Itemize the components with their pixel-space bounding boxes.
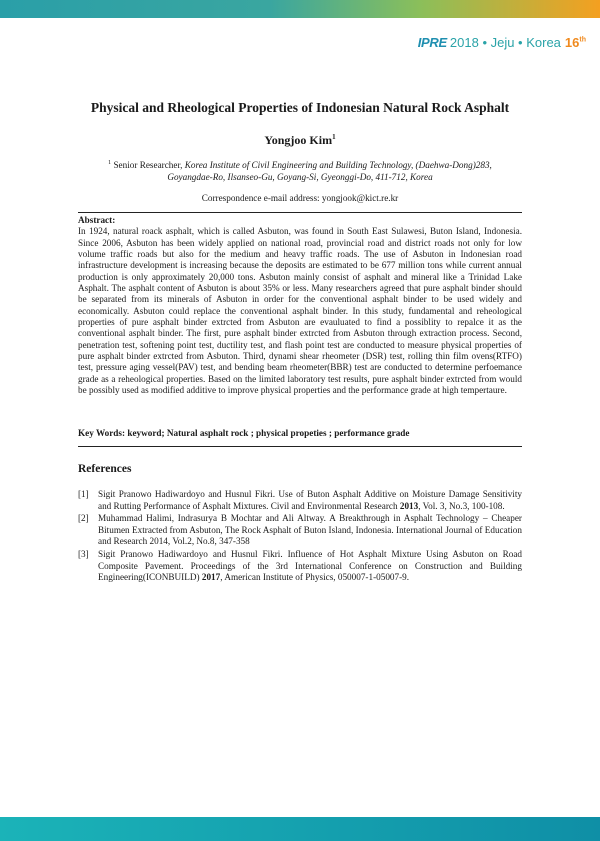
reference-text-a: Muhammad Halimi, Indrasurya B Mochtar and Ali Altway. A Breakthrough in Asphalt Technology – Cheaper Bitumen Extracted from Asbuton, The Rock Asphalt of Buton Island, Indonesia. International Journal of Education and Research 2014, Vol.2, No.8, 347-358 (98, 513, 522, 547)
keywords: Key Words: keyword; Natural asphalt rock ; physical propeties ; performance grade (78, 428, 410, 438)
abstract-heading: Abstract: (78, 215, 116, 225)
correspondence-email: Correspondence e-mail address: yongjook@kict.re.kr (201, 193, 399, 203)
conference-edition-number: 16 (564, 34, 580, 50)
reference-year: 2013 (399, 500, 419, 511)
affiliation-mark: 1 (108, 160, 112, 166)
author-name: Yongjoo Kim (264, 133, 333, 147)
abstract-top-rule (78, 212, 522, 213)
author-mark: 1 (332, 133, 336, 141)
top-color-band (0, 0, 600, 18)
abstract-section (78, 215, 522, 397)
conference-logo (418, 33, 586, 51)
reference-item (78, 549, 522, 584)
reference-item (78, 513, 522, 548)
conference-event: 2018 • Jeju • Korea (449, 34, 561, 50)
paper-title: Physical and Rheological Properties of Indonesian Natural Rock Asphalt (90, 100, 510, 115)
conference-brand: IPRE (417, 34, 447, 50)
bottom-color-band (0, 817, 600, 841)
affiliation-prefix: Senior Researcher, (111, 160, 185, 171)
author-line (40, 133, 560, 148)
affiliation-line1: Korea Institute of Civil Engineering and Building Technology, (Daehwa-Dong)283, (184, 160, 492, 171)
reference-index: [3] (78, 548, 89, 559)
references-list (78, 489, 522, 585)
conference-edition (565, 35, 586, 50)
reference-item (78, 489, 522, 512)
abstract-text: In 1924, natural roack asphalt, which is called Asbuton, was found in South East Sulawesi, Buton Island, Indonesia. Since 2006, Asbuton has been widely applied on national road, provincial road and district roads not only for low volume traffic roads but also for the medium and heavy traffic roads. The use of Asbuton in Indonesian road infrastructure development is increasing because the deposits are estimated to be 677 million tons while current annual production is only approximately 20,000 tons. Asbuton mainly consist of asphalt and mineral like a Trinidad Lake Asphalt. The asphalt content of Asbuton is about 35% or less. Many researchers agreed that pure asphalt binder should be separated from its minerals of Asbuton in order for the conventional asphalt binder to be used widely and economically. Asbuton could replace the conventional asphalt binder. In this study, fundamental and reheological properties of pure asphalt binder extrcted from Asbuton are evauluated to find a possiblity to repalce it as the conventional asphalt binder. The first, pure asphalt binder extrcted from Asbuton through extraction process. Second, penetration test, softening point test, ductility test, and flash point test are conducted to measure physical properties of pure asphalt binder extrcted from Asbuton. Third, dynami shear rheometer (DSR) test, rolling thin film ovens(RTFO) test, pressure aging vessel(PAV) test, and bending beam rheometer(BBR) test are conducted to determine perfoemance grade as a reheological properties. Based on the limited laboratory test results, pure asphalt binder extrcted from would be possibly used as modified additive to improve physical properties and the performance grade at high tempertaure. (78, 226, 522, 396)
reference-text-b: , American Institute of Physics, 050007-1-05007-9. (220, 572, 410, 583)
reference-text (98, 513, 522, 548)
reference-year: 2017 (201, 572, 221, 583)
abstract-bottom-rule (78, 446, 522, 447)
affiliation-line2: Goyangdae-Ro, Ilsanseo-Gu, Goyang-Si, Gyeonggi-Do, 411-712, Korea (167, 172, 433, 183)
reference-index: [1] (78, 489, 89, 499)
reference-text-a: Sigit Pranowo Hadiwardoyo and Husnul Fikri. Influence of Hot Asphalt Mixture Using Asbuton on Road Composite Pavement. Proceedings of the 3rd International Conference on Construction and Building Engineering(ICONBUILD) (98, 548, 522, 583)
reference-text-a: Sigit Pranowo Hadiwardoyo and Husnul Fikri. Use of Buton Asphalt Additive on Moisture Damage Sensitivity and Rutting Performance of Asphalt Mixtures. Civil and Environmental Research (98, 489, 522, 511)
conference-edition-suffix: th (579, 36, 586, 44)
reference-text (98, 489, 522, 512)
reference-index: [2] (78, 513, 89, 524)
reference-text (98, 549, 522, 584)
references-heading: References (78, 463, 132, 475)
affiliation (60, 157, 540, 183)
reference-text-b: , Vol. 3, No.3, 100-108. (418, 500, 505, 511)
